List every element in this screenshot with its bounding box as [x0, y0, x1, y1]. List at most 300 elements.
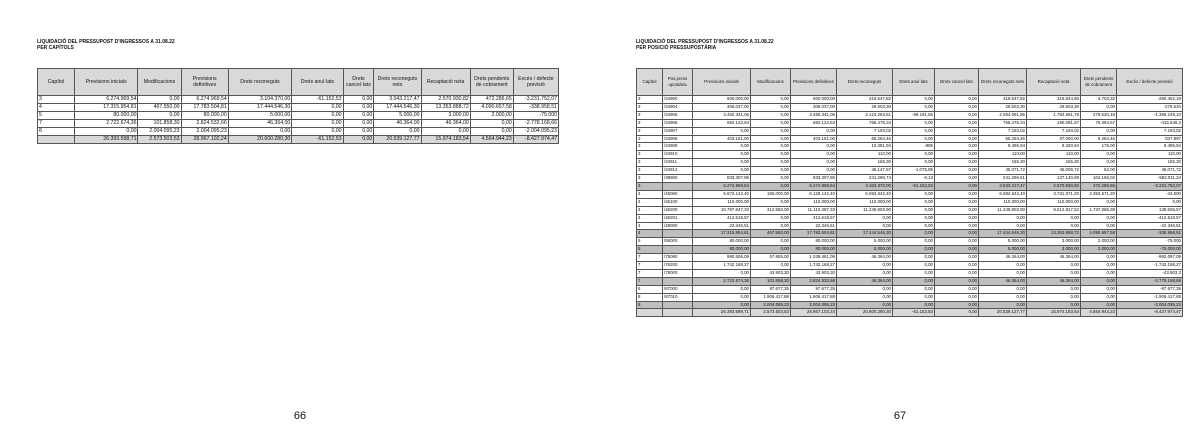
table-cell: 0,00 — [751, 119, 791, 127]
table-cell: 4.564.944,23 — [470, 136, 513, 144]
table-row — [38, 96, 559, 104]
table-cell: -2.778.168,66 — [1117, 277, 1183, 285]
column-header: Drets reconeguts nets — [374, 69, 421, 96]
table-cell: 0,00 — [935, 159, 979, 167]
table-cell: 0,00 — [751, 198, 791, 206]
table-cell: 0,00 — [893, 246, 935, 254]
column-header: Drets reconeguts nets — [979, 69, 1027, 96]
table-cell: 2.004.095,23 — [751, 301, 791, 309]
table-cell: 2.570.930,82 — [1027, 182, 1081, 190]
table-cell: 0,00 — [893, 135, 935, 143]
column-header: Excés / defecte previsió — [1117, 69, 1183, 96]
table-row — [38, 112, 559, 120]
table-cell: 0,00 — [693, 293, 751, 301]
table-cell: /34908 — [663, 135, 693, 143]
table-row — [637, 285, 1183, 293]
column-header: Capítol — [637, 69, 663, 96]
total-row — [637, 309, 1183, 317]
table-cell: 0,00 — [751, 238, 791, 246]
column-header: Previsions definitives — [181, 69, 228, 96]
table-cell: 22.346,51 — [693, 222, 751, 230]
table-cell: 0,00 — [893, 222, 935, 230]
table-cell: 65.264,46 — [979, 135, 1027, 143]
table-cell: 0,00 — [979, 285, 1027, 293]
table-cell: 0,00 — [791, 143, 837, 151]
subtotal-row — [637, 246, 1183, 254]
column-header: Drets reconeguts — [228, 69, 292, 96]
table-row — [38, 120, 559, 128]
table-cell: -59.191,55 — [893, 111, 935, 119]
table-cell: 0,00 — [470, 128, 513, 136]
table-cell: 3 — [637, 151, 663, 159]
table-cell: 46.364,00 — [228, 120, 292, 128]
table-cell: 467.550,00 — [751, 230, 791, 238]
table-row — [637, 190, 1183, 198]
table-cell: 0,00 — [935, 182, 979, 190]
table-cell: 4 — [637, 190, 663, 198]
table-cell: 0,00 — [343, 136, 374, 144]
column-header: Drets anul·lats — [893, 69, 935, 96]
table-cell: 80.000,00 — [181, 112, 228, 120]
table-cell: 0,00 — [837, 262, 893, 270]
table-cell: 110.000,00 — [837, 198, 893, 206]
table-cell: 3.450.341,06 — [693, 111, 751, 119]
table-cell: 0,00 — [935, 246, 979, 254]
table-row — [637, 175, 1183, 183]
table-cell: 0,00 — [1117, 198, 1183, 206]
table-cell: 165,30 — [1027, 159, 1081, 167]
column-header: Drets pendents de cobrament — [1081, 69, 1117, 96]
table-cell: 0,00 — [228, 128, 292, 136]
table-row — [637, 254, 1183, 262]
table-cell: 80.000,00 — [693, 238, 751, 246]
table-cell: 20.600.280,30 — [228, 136, 292, 144]
table-row — [637, 262, 1183, 270]
table-cell: 0,00 — [893, 198, 935, 206]
table-cell: -3.231.752,07 — [513, 96, 558, 104]
column-header: Drets reconeguts — [837, 69, 893, 96]
table-cell: 2.722.674,36 — [74, 120, 138, 128]
table-cell: 1.742.168,27 — [693, 262, 751, 270]
table-cell: 0,00 — [343, 104, 374, 112]
table-cell: 2.064.091,96 — [979, 111, 1027, 119]
table-cell: 0,00 — [751, 103, 791, 111]
table-cell: 0,00 — [893, 127, 935, 135]
table-cell: 2.353.571,20 — [1081, 190, 1117, 198]
table-cell: 3.043.217,47 — [374, 96, 421, 104]
table-cell: -8.427.974,47 — [1117, 309, 1183, 317]
table-cell: 1.906.417,88 — [751, 293, 791, 301]
table-cell: 3.000,00 — [421, 112, 470, 120]
table-cell: -61.152,53 — [893, 182, 935, 190]
table-cell: 0,00 — [1081, 159, 1117, 167]
table-cell: 0,00 — [693, 143, 751, 151]
table-cell: 2.573.503,53 — [751, 309, 791, 317]
table-cell: 0,00 — [935, 190, 979, 198]
table-cell: 682.122,63 — [791, 119, 837, 127]
subtotal-row — [637, 277, 1183, 285]
table-cell: 0,00 — [837, 222, 893, 230]
table-cell: 412.618,57 — [693, 214, 751, 222]
table-row — [637, 151, 1183, 159]
table-cell: 3.450.341,06 — [791, 111, 837, 119]
table-cell: 7 — [637, 269, 663, 277]
table-cell: 46.364,00 — [979, 254, 1027, 262]
table-cell: 980.506,09 — [693, 254, 751, 262]
table-cell: -2.004.095,23 — [1117, 301, 1183, 309]
table-cell: 403.161,00 — [693, 135, 751, 143]
table-cell: /39900 — [663, 175, 693, 183]
table-cell: 472.286,65 — [470, 96, 513, 104]
table-cell: 0,00 — [935, 127, 979, 135]
table-cell: 7.193,02 — [979, 127, 1027, 135]
table-cell: 17.783.504,81 — [791, 230, 837, 238]
table-cell — [663, 230, 693, 238]
table-cell: 3 — [637, 143, 663, 151]
table-cell: 9.496,94 — [1117, 143, 1183, 151]
table-cell: -61.152,53 — [292, 96, 343, 104]
table-cell: 0,00 — [837, 269, 893, 277]
table-row — [38, 128, 559, 136]
table-cell: -992.097,09 — [1117, 254, 1183, 262]
table-cell: 0,00 — [751, 214, 791, 222]
table-cell: 2.004.095,23 — [138, 128, 181, 136]
table-cell: 0,00 — [893, 285, 935, 293]
table-cell: 15.974.183,54 — [421, 136, 470, 144]
table-cell: -75.000 — [1117, 238, 1183, 246]
table-cell: 8 — [637, 301, 663, 309]
table-cell: 0,00 — [979, 222, 1027, 230]
table-cell: /87010 — [663, 293, 693, 301]
table-cell: 43.903,30 — [751, 269, 791, 277]
table-cell: 5.000,00 — [837, 246, 893, 254]
table-cell: 7.193,02 — [837, 127, 893, 135]
table-cell: 29.503,30 — [837, 103, 893, 111]
column-header: Previsions inicials — [693, 69, 751, 96]
table-cell: 0,00 — [751, 143, 791, 151]
table-cell: 13.353.888,72 — [421, 104, 470, 112]
table-cell: 0,00 — [837, 301, 893, 309]
table-cell: /34906 — [663, 119, 693, 127]
table-row — [637, 293, 1183, 301]
table-row — [637, 143, 1183, 151]
table-row — [637, 103, 1183, 111]
table-cell: 0,00 — [893, 206, 935, 214]
table-cell: 2.000,00 — [1081, 246, 1117, 254]
column-header: Previsions definitives — [791, 69, 837, 96]
table-cell: 6.128.142,40 — [791, 190, 837, 198]
table-cell: 8 — [38, 128, 75, 136]
table-cell: 3 — [637, 119, 663, 127]
table-row — [637, 119, 1183, 127]
table-cell: 0,00 — [979, 269, 1027, 277]
table-cell: 600.000,00 — [693, 96, 751, 104]
table-cell: -1.075,85 — [893, 167, 935, 175]
table-cell: /34900 — [663, 96, 693, 104]
table-cell: 2.824.532,66 — [791, 277, 837, 285]
table-cell: /87000 — [663, 285, 693, 293]
table-cell: 4.564.944,23 — [1081, 309, 1117, 317]
table-cell: 0,00 — [935, 111, 979, 119]
table-row — [637, 135, 1183, 143]
table-cell: 0,00 — [893, 293, 935, 301]
table-cell: 0,00 — [1081, 285, 1117, 293]
table-cell: 600.000,00 — [791, 96, 837, 104]
table-cell: 0,00 — [935, 277, 979, 285]
table-cell: /34912 — [663, 167, 693, 175]
table-cell: 0,00 — [935, 119, 979, 127]
table-cell: 3.043.217,47 — [979, 182, 1027, 190]
table-cell: 0,00 — [751, 127, 791, 135]
table-cell: 20.539.127,77 — [374, 136, 421, 144]
table-cell: 165,30 — [837, 159, 893, 167]
table-cell: 4.090.657,58 — [470, 104, 513, 112]
table-cell: 3 — [38, 96, 75, 104]
table-cell: 0,00 — [751, 182, 791, 190]
table-cell: 80.000,00 — [791, 238, 837, 246]
table-cell: 766.476,34 — [979, 119, 1027, 127]
table-cell: 76.394,67 — [1081, 119, 1117, 127]
table-cell: 97.677,35 — [751, 285, 791, 293]
table-cell: 46.147,57 — [837, 167, 893, 175]
table-cell: 0,00 — [421, 128, 470, 136]
column-header: Previsions inicials — [74, 69, 138, 96]
table-cell: -3.231.752,07 — [1117, 182, 1183, 190]
table-cell: 17.315.954,81 — [693, 230, 751, 238]
table-cell: 3 — [637, 182, 663, 190]
table-cell: 0,00 — [470, 120, 513, 128]
table-cell: 137.140,59 — [1027, 175, 1081, 183]
table-cell: /34911 — [663, 159, 693, 167]
table-row — [637, 159, 1183, 167]
table-cell: -75.000 — [513, 112, 558, 120]
table-cell: 165,30 — [1117, 159, 1183, 167]
column-header: Excés / defecte previsió — [513, 69, 558, 96]
table-cell: -43.500 — [1117, 190, 1183, 198]
table-cell: 8.264,46 — [1081, 135, 1117, 143]
table-cell: 312.550,00 — [751, 206, 791, 214]
table-cell: 2.573.503,53 — [138, 136, 181, 144]
column-header: Modificacions — [138, 69, 181, 96]
table-cell: 279.530,18 — [1081, 111, 1117, 119]
table-cell: 0,00 — [343, 120, 374, 128]
table-row — [637, 214, 1183, 222]
table-cell: 0,00 — [935, 103, 979, 111]
table-cell: 3.731.071,20 — [1027, 190, 1081, 198]
table-cell: 0,00 — [893, 254, 935, 262]
table-cell: 43.903,30 — [791, 269, 837, 277]
table-cell: 5 — [637, 238, 663, 246]
table-cell: 0,00 — [893, 119, 935, 127]
table-cell: 45.071,72 — [979, 167, 1027, 175]
table-cell: 4 — [38, 104, 75, 112]
table-cell: 0,00 — [74, 128, 138, 136]
table-cell: 3 — [637, 135, 663, 143]
table-cell: 0,00 — [374, 128, 421, 136]
table-cell: 6.274.969,54 — [693, 182, 751, 190]
table-cell: 1.784.561,78 — [1027, 111, 1081, 119]
table-cell: 6.274.969,54 — [74, 96, 138, 104]
table-cell: /34910 — [663, 151, 693, 159]
table-cell: -75.000,00 — [1117, 246, 1183, 254]
document-title: LIQUIDACIÓ DEL PRESSUPOST D'INGRESSOS A 31.08.22 — [37, 39, 175, 45]
table-cell: 0,00 — [292, 104, 343, 112]
table-cell: 0,00 — [837, 214, 893, 222]
table-cell: 3 — [637, 96, 663, 104]
table-cell: 0,00 — [893, 159, 935, 167]
table-cell: 1.742.168,27 — [791, 262, 837, 270]
table-cell: 46.364,00 — [1027, 277, 1081, 285]
table-cell: 110,00 — [1027, 151, 1081, 159]
table-cell: 101.858,30 — [138, 120, 181, 128]
table-cell: -0,13 — [893, 175, 935, 183]
table-cell — [663, 182, 693, 190]
column-header: Modificacions — [751, 69, 791, 96]
column-header: Drets anul·lats — [292, 69, 343, 96]
table-cell: 0,00 — [751, 151, 791, 159]
table-cell: 0,00 — [893, 230, 935, 238]
table-cell: -415.646,3 — [1117, 119, 1183, 127]
table-cell: 110.000,00 — [693, 198, 751, 206]
table-cell: 0,00 — [893, 269, 935, 277]
document-subtitle: PER POSICIÓ PRESSUPOSTÀRIA — [636, 45, 717, 51]
table-cell: 3.000,00 — [1027, 238, 1081, 246]
document-subtitle: PER CAPÍTOLS — [37, 45, 74, 51]
table-cell: /46201 — [663, 214, 693, 222]
table-cell: 2.004.095,23 — [181, 128, 228, 136]
chapters-table — [37, 68, 559, 144]
document-title: LIQUIDACIÓ DEL PRESSUPOST D'INGRESSOS A 31.08.22 — [636, 39, 774, 45]
table-cell: 0,00 — [1081, 214, 1117, 222]
table-cell: 306.037,00 — [791, 103, 837, 111]
table-cell: 155.000,00 — [751, 190, 791, 198]
table-cell: 80.000,00 — [791, 246, 837, 254]
table-cell: 0,00 — [935, 206, 979, 214]
table-cell: 176,00 — [1081, 143, 1117, 151]
table-cell: 1.906.417,88 — [791, 293, 837, 301]
table-cell: 3 — [637, 127, 663, 135]
table-header-row — [637, 69, 1183, 96]
table-cell: 4 — [637, 230, 663, 238]
table-cell: 6.084.642,40 — [837, 190, 893, 198]
table-cell: 241.296,61 — [979, 175, 1027, 183]
table-cell: -43.903,3 — [1117, 269, 1183, 277]
table-cell: 29.503,30 — [1027, 103, 1081, 111]
table-cell: 3 — [637, 111, 663, 119]
table-cell: 2.123.283,51 — [837, 111, 893, 119]
table-cell: 0,00 — [693, 285, 751, 293]
table-cell: 7.193,02 — [1027, 127, 1081, 135]
table-cell: 0,00 — [935, 96, 979, 104]
table-row — [637, 96, 1183, 104]
table-cell: 0,00 — [751, 96, 791, 104]
table-cell: 0,00 — [1081, 254, 1117, 262]
table-cell: 5.000,00 — [979, 246, 1027, 254]
table-cell: 3 — [637, 159, 663, 167]
table-cell: 3.000,00 — [1027, 246, 1081, 254]
table-cell: 45.009,72 — [1027, 167, 1081, 175]
table-cell: /45060 — [663, 190, 693, 198]
table-cell: 7 — [38, 120, 75, 128]
table-cell: 2.570.930,82 — [421, 96, 470, 104]
table-cell: 0,00 — [292, 112, 343, 120]
table-cell: 0,00 — [893, 214, 935, 222]
table-cell: 0,00 — [1027, 262, 1081, 270]
table-cell: 45.071,72 — [1117, 167, 1183, 175]
table-cell: 28.967.102,24 — [181, 136, 228, 144]
table-cell: 17.444.546,30 — [837, 230, 893, 238]
table-cell: /79000 — [663, 269, 693, 277]
table-cell: 7 — [637, 262, 663, 270]
table-cell: 0,00 — [791, 159, 837, 167]
table-cell: 165,30 — [979, 159, 1027, 167]
table-cell: 0,00 — [935, 293, 979, 301]
table-cell: 403.161,00 — [791, 135, 837, 143]
page-number: 67 — [893, 410, 907, 422]
table-cell: 17.783.504,81 — [181, 104, 228, 112]
table-cell: 0,00 — [751, 262, 791, 270]
table-cell: 57.955,00 — [751, 254, 791, 262]
table-cell: 15.974.183,54 — [1027, 309, 1081, 317]
table-cell: 0,00 — [935, 222, 979, 230]
table-cell: 28.967.102,24 — [791, 309, 837, 317]
table-cell: /55000 — [663, 238, 693, 246]
table-cell: 29.503,30 — [979, 103, 1027, 111]
table-cell: 0,00 — [893, 277, 935, 285]
table-cell: 101.858,30 — [751, 277, 791, 285]
table-cell: 0,00 — [1027, 301, 1081, 309]
table-cell: 0,00 — [292, 128, 343, 136]
table-cell: 11.110.397,33 — [791, 206, 837, 214]
table-cell: 0,00 — [979, 214, 1027, 222]
table-cell: 0,00 — [1027, 269, 1081, 277]
table-cell: 0,00 — [751, 175, 791, 183]
table-cell: 7 — [637, 277, 663, 285]
table-cell: 110,00 — [979, 151, 1027, 159]
table-cell: 0,00 — [751, 135, 791, 143]
table-cell: 0,00 — [935, 175, 979, 183]
table-cell: 17.444.546,30 — [228, 104, 292, 112]
table-cell: 0,00 — [751, 167, 791, 175]
table-cell: 0,00 — [1027, 222, 1081, 230]
table-cell: 0,00 — [893, 103, 935, 111]
table-cell: -1.386.249,10 — [1117, 111, 1183, 119]
table-cell: 0,00 — [693, 301, 751, 309]
table-cell: 22.346,51 — [791, 222, 837, 230]
table-row — [637, 167, 1183, 175]
table-cell: 0,00 — [935, 309, 979, 317]
table-cell: 3.104.370,00 — [837, 182, 893, 190]
table-cell: 11.249.903,90 — [837, 206, 893, 214]
table-cell: 0,00 — [751, 222, 791, 230]
table-cell: 17.444.546,30 — [374, 104, 421, 112]
table-cell: 0,00 — [791, 167, 837, 175]
table-cell: /76200 — [663, 262, 693, 270]
subtotal-row — [637, 230, 1183, 238]
table-cell: -8.427.974,47 — [513, 136, 558, 144]
table-cell: 20.539.127,77 — [979, 309, 1027, 317]
table-cell: 0,00 — [1081, 198, 1117, 206]
table-cell: 0,00 — [1081, 151, 1117, 159]
table-cell — [38, 136, 75, 144]
table-cell: 17.315.954,81 — [74, 104, 138, 112]
table-cell: 110,00 — [837, 151, 893, 159]
table-cell: -61.152,53 — [893, 309, 935, 317]
table-cell: -338.958,51 — [513, 104, 558, 112]
table-cell: 3 — [637, 175, 663, 183]
column-header: Drets pendents de cobrament — [470, 69, 513, 96]
table-cell: 5.000,00 — [228, 112, 292, 120]
